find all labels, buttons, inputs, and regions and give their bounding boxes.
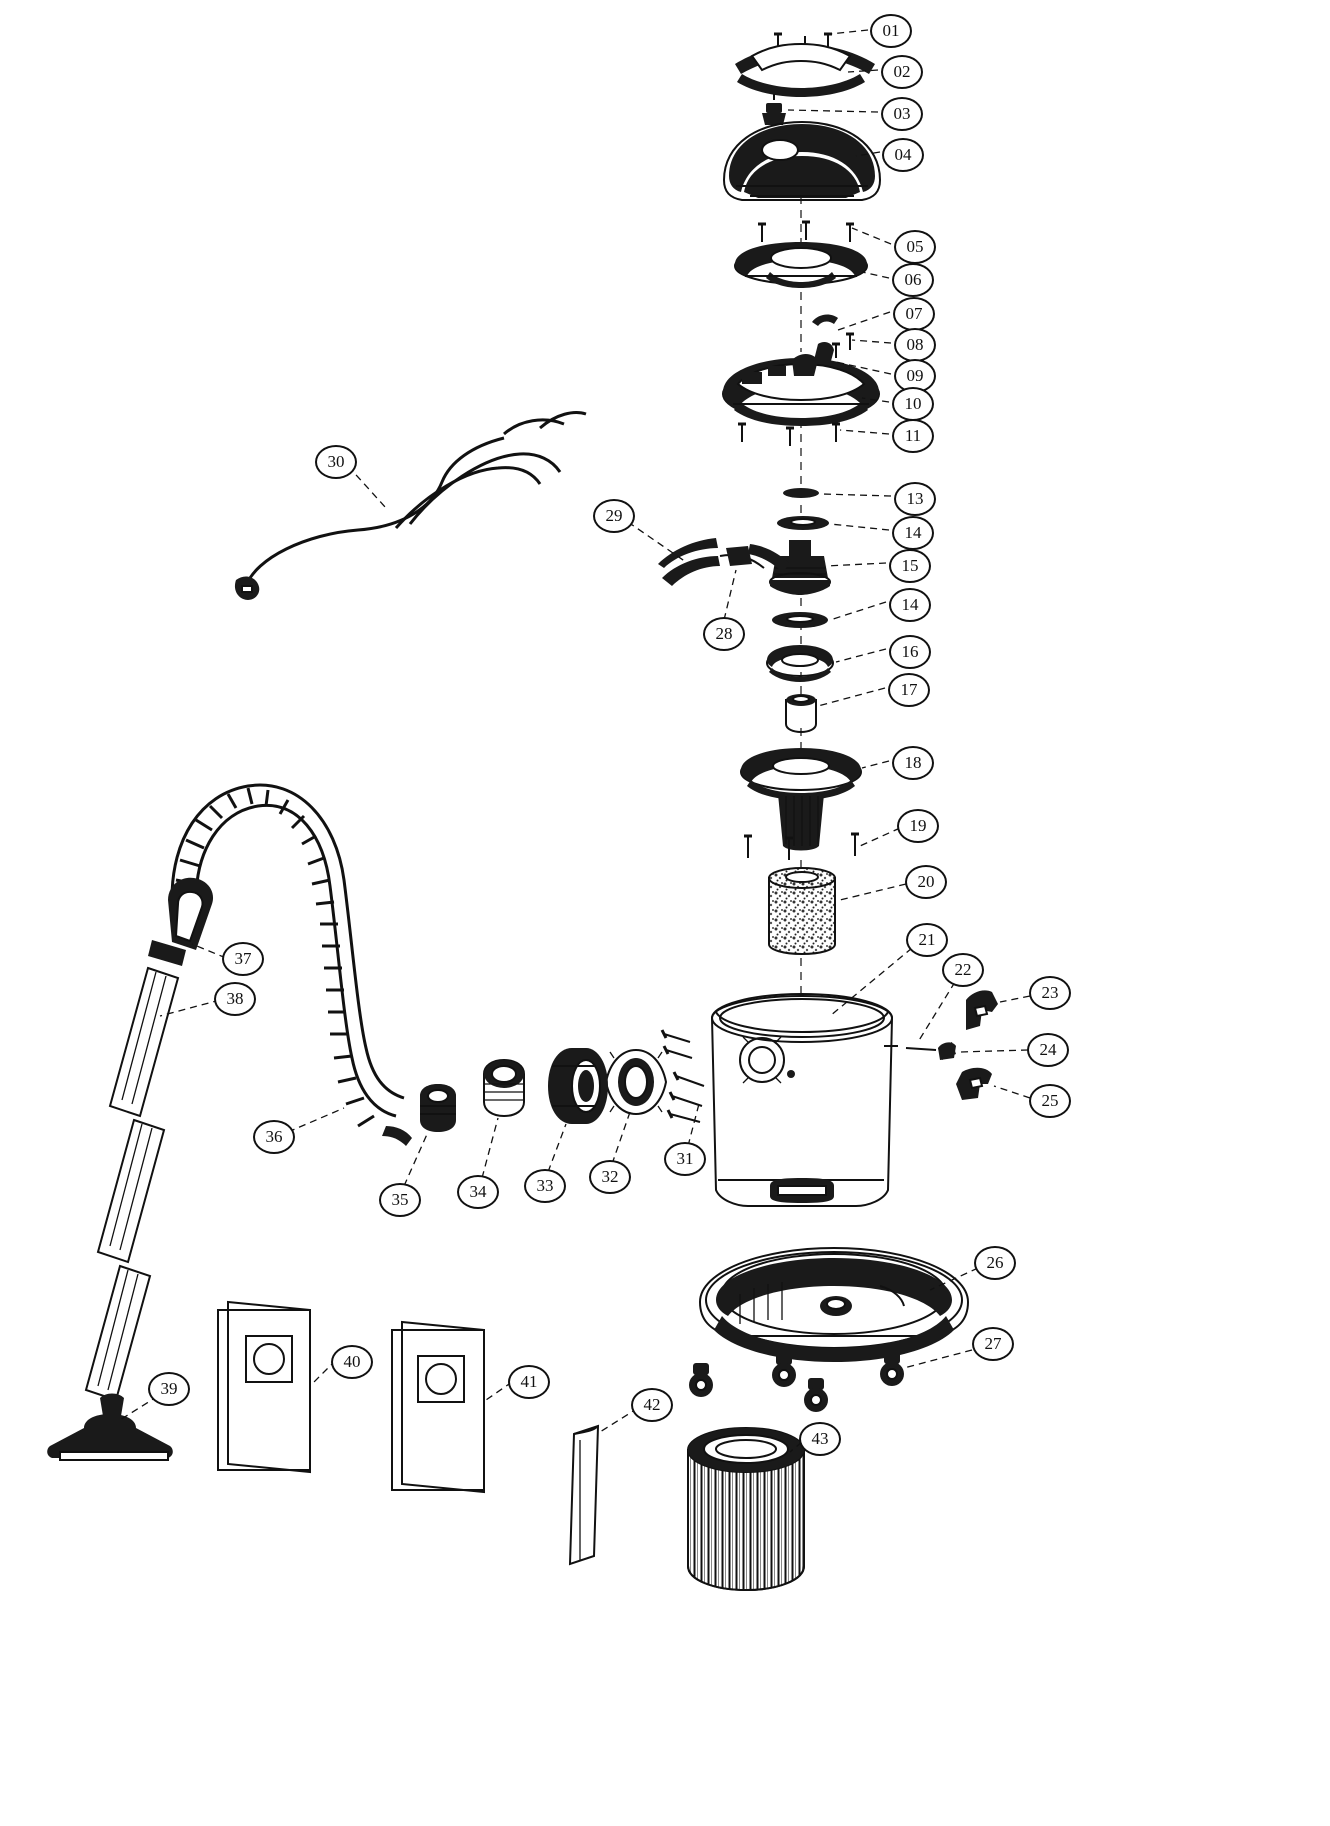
part-foam-filter-sleeve	[769, 868, 835, 954]
callout-21[interactable]: 21	[906, 923, 948, 957]
callout-05[interactable]: 05	[894, 230, 936, 264]
part-terminal-screws	[832, 334, 854, 358]
part-upper-gasket	[783, 488, 819, 498]
part-tank-drum	[712, 994, 898, 1206]
callout-15[interactable]: 15	[889, 549, 931, 583]
part-hose-adapter	[484, 1060, 524, 1116]
callout-09[interactable]: 09	[894, 359, 936, 393]
callout-25[interactable]: 25	[1029, 1084, 1071, 1118]
callout-13[interactable]: 13	[894, 482, 936, 516]
callout-20[interactable]: 20	[905, 865, 947, 899]
part-filter-cage	[741, 748, 861, 851]
callout-10[interactable]: 10	[892, 387, 934, 421]
part-paper-dust-bag-alt	[392, 1322, 484, 1492]
callout-28[interactable]: 28	[703, 617, 745, 651]
callout-03[interactable]: 03	[881, 97, 923, 131]
part-cage-screws	[744, 834, 859, 860]
part-floor-nozzle	[47, 1394, 173, 1461]
callout-24[interactable]: 24	[1027, 1033, 1069, 1067]
callout-34[interactable]: 34	[457, 1175, 499, 1209]
callout-29[interactable]: 29	[593, 499, 635, 533]
part-inlet-flange-plate	[606, 1050, 666, 1114]
part-motor-washer-upper	[777, 516, 829, 530]
part-motor-assembly	[770, 540, 830, 595]
part-handle-screws	[774, 34, 832, 52]
callout-14b[interactable]: 14	[889, 588, 931, 622]
part-tank-latch-upper	[966, 990, 998, 1030]
callout-17[interactable]: 17	[888, 673, 930, 707]
callout-07[interactable]: 07	[893, 297, 935, 331]
callout-06[interactable]: 06	[892, 263, 934, 297]
callout-38[interactable]: 38	[214, 982, 256, 1016]
part-carry-handle	[735, 36, 875, 97]
part-wire-clip	[812, 315, 838, 326]
callout-37[interactable]: 37	[222, 942, 264, 976]
part-tank-latch-lower	[956, 1068, 992, 1100]
part-motor-cover-bracket	[735, 242, 867, 288]
part-cover-screws	[758, 222, 854, 242]
part-caster-wheels	[689, 1352, 904, 1412]
part-power-switch	[806, 342, 834, 376]
callout-35[interactable]: 35	[379, 1183, 421, 1217]
callout-19[interactable]: 19	[897, 809, 939, 843]
callout-18[interactable]: 18	[892, 746, 934, 780]
part-inlet-port	[548, 1048, 608, 1124]
callout-30[interactable]: 30	[315, 445, 357, 479]
callout-40[interactable]: 40	[331, 1345, 373, 1379]
part-curved-wand-handle	[148, 878, 213, 966]
part-hose-cuff	[420, 1084, 456, 1132]
callout-27[interactable]: 27	[972, 1327, 1014, 1361]
part-latch-clip	[938, 1042, 956, 1060]
part-flexible-hose	[172, 785, 412, 1146]
callout-31[interactable]: 31	[664, 1142, 706, 1176]
callout-41[interactable]: 41	[508, 1365, 550, 1399]
callout-02[interactable]: 02	[881, 55, 923, 89]
callout-08[interactable]: 08	[894, 328, 936, 362]
part-inlet-screws	[662, 1030, 704, 1122]
part-cord-clamp	[658, 538, 790, 586]
callout-22[interactable]: 22	[942, 953, 984, 987]
part-motor-mount-plate	[723, 354, 879, 426]
part-motor-seal-ring	[767, 645, 833, 682]
callout-23[interactable]: 23	[1029, 976, 1071, 1010]
callout-33[interactable]: 33	[524, 1169, 566, 1203]
part-latch-pin	[906, 1042, 956, 1060]
callout-14[interactable]: 14	[892, 516, 934, 550]
callout-36[interactable]: 36	[253, 1120, 295, 1154]
part-switch-knob	[762, 94, 786, 125]
part-power-cord	[235, 413, 586, 600]
part-tank-base	[700, 1248, 968, 1362]
part-crevice-tool	[570, 1426, 598, 1564]
callout-16[interactable]: 16	[889, 635, 931, 669]
callout-26[interactable]: 26	[974, 1246, 1016, 1280]
part-mount-plate-screws	[738, 424, 840, 446]
callout-11[interactable]: 11	[892, 419, 934, 453]
part-paper-dust-bag	[218, 1302, 310, 1472]
callout-32[interactable]: 32	[589, 1160, 631, 1194]
callout-43[interactable]: 43	[799, 1422, 841, 1456]
callout-04[interactable]: 04	[882, 138, 924, 172]
part-motor-top-cover	[724, 122, 880, 200]
callout-42[interactable]: 42	[631, 1388, 673, 1422]
part-cartridge-filter	[688, 1428, 804, 1590]
part-motor-spacer	[786, 694, 816, 732]
callout-01[interactable]: 01	[870, 14, 912, 48]
part-extension-wand	[86, 968, 178, 1400]
part-motor-washer-lower	[772, 612, 828, 628]
callout-39[interactable]: 39	[148, 1372, 190, 1406]
